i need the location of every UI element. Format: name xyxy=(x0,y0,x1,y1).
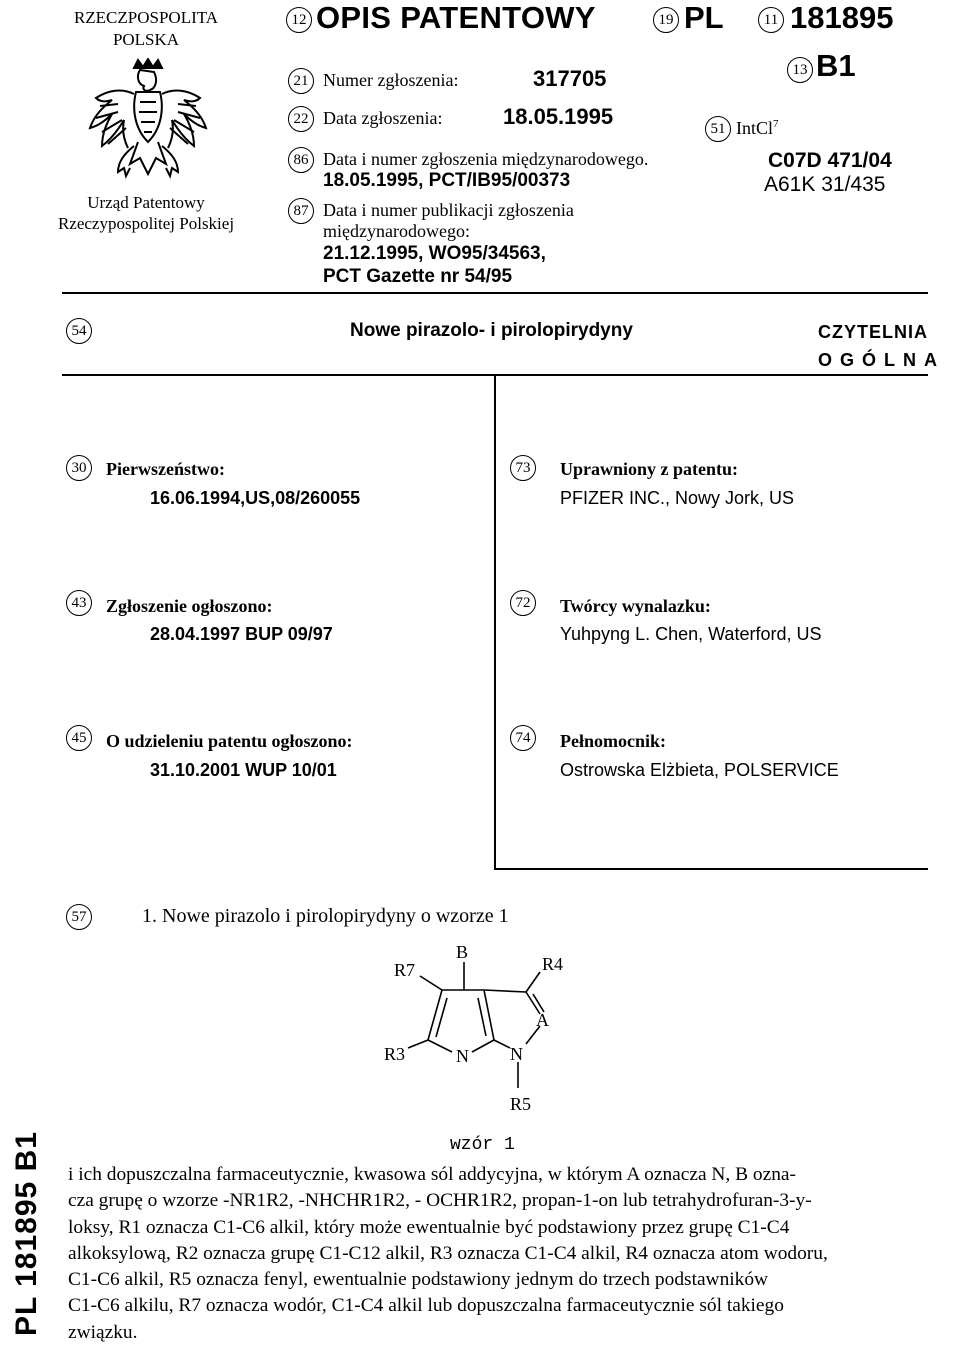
priority-value: 16.06.1994,US,08/260055 xyxy=(150,488,361,508)
grant-published-label: O udzieleniu patentu ogłoszono: xyxy=(106,731,353,751)
library-stamp-line1: CZYTELNIA xyxy=(818,322,928,342)
kind-code: B1 xyxy=(816,48,856,83)
patent-owner-label: Uprawniony z patentu: xyxy=(560,459,739,479)
side-patent-label: PL 181895 B1 xyxy=(10,1131,43,1336)
intcl-label xyxy=(736,118,779,139)
international-publication-value-2: PCT Gazette nr 54/95 xyxy=(323,266,513,287)
application-date-label: Data zgłoszenia: xyxy=(323,108,443,128)
international-application-label: Data i numer zgłoszenia międzynarodowego. xyxy=(323,149,649,169)
inid-code-73: 73 xyxy=(510,455,536,481)
inid-code-19: 19 xyxy=(653,7,679,33)
attorney-label: Pełnomocnik: xyxy=(560,731,666,751)
inid-code-51: 51 xyxy=(705,116,731,142)
inid-code-11: 11 xyxy=(758,7,784,33)
office-name-line2: Rzeczypospolitej Polskiej xyxy=(57,214,235,233)
atom-b: B xyxy=(456,942,469,962)
international-application-value: 18.05.1995, PCT/IB95/00373 xyxy=(323,170,571,191)
atom-n-pyrazole: N xyxy=(510,1044,523,1064)
claim-description: i ich dopuszczalna farmaceutycznie, kwasowa sól addycyjna, w którym A oznacza N, B ozna- cza grupę o wzorze -NR1R2, -NHCHR1R2, - OCHR1R2, propan-1-on lub tetrahydrofuran-3-y- loksy, R1 oznacza C1-C6 alkil, który może ewentualnie być podstawiony przez grupę C1-C4 alkoksylową, R2 oznacza grupę C1-C12 alkil, R3 oznacza C1-C4 alkil, R4 oznacza atom wodoru, C1-C6 alkil, R5 oznacza fenyl, ewentualnie podstawiony jednym do trzech podstawników C1-C6 alkilu, R7 oznacza wodór, C1-C4 alkil lub dopuszczalna farmaceutycznie sól takiego związku. xyxy=(68,1164,828,1343)
inventors-label: Twórcy wynalazku: xyxy=(560,596,711,616)
intcl-label-text: IntCl xyxy=(736,118,774,138)
divider-top xyxy=(62,292,928,294)
atom-r3: R3 xyxy=(384,1044,406,1064)
polish-eagle-emblem-icon xyxy=(78,58,218,194)
application-published-label: Zgłoszenie ogłoszono: xyxy=(106,596,273,616)
inid-code-45: 45 xyxy=(66,725,92,751)
atom-r4: R4 xyxy=(542,954,564,974)
application-number-label: Numer zgłoszenia: xyxy=(323,70,459,90)
atom-r7: R7 xyxy=(394,960,416,980)
intcl-version: 7 xyxy=(773,118,779,130)
inid-code-21: 21 xyxy=(288,68,314,94)
inid-code-30: 30 xyxy=(66,455,92,481)
patent-number: 181895 xyxy=(790,0,894,35)
country-name-line2: POLSKA xyxy=(112,30,180,49)
international-publication-label-1: Data i numer publikacji zgłoszenia xyxy=(323,200,574,220)
invention-title: Nowe pirazolo- i pirolopirydyny xyxy=(350,320,633,341)
attorney-value: Ostrowska Elżbieta, POLSERVICE xyxy=(560,760,839,780)
inid-code-13: 13 xyxy=(787,57,813,83)
atom-a: A xyxy=(536,1010,549,1030)
ipc-class-2: A61K 31/435 xyxy=(764,173,886,196)
divider-bottom xyxy=(494,868,928,870)
inid-code-43: 43 xyxy=(66,590,92,616)
application-date-value: 18.05.1995 xyxy=(503,104,614,129)
claim-intro: 1. Nowe pirazolo i pirolopirydyny o wzorze 1 xyxy=(142,905,509,927)
document-type-title: OPIS PATENTOWY xyxy=(316,0,596,35)
formula-caption: wzór 1 xyxy=(450,1135,515,1155)
grant-published-value: 31.10.2001 WUP 10/01 xyxy=(150,760,337,780)
inid-code-87: 87 xyxy=(288,198,314,224)
atom-r5: R5 xyxy=(510,1094,532,1114)
application-number-value: 317705 xyxy=(533,66,607,91)
inid-code-72: 72 xyxy=(510,590,536,616)
inventors-value: Yuhpyng L. Chen, Waterford, US xyxy=(560,624,822,644)
country-code: PL xyxy=(684,0,724,35)
inid-code-22: 22 xyxy=(288,106,314,132)
patent-owner-value: PFIZER INC., Nowy Jork, US xyxy=(560,488,795,508)
inid-code-86: 86 xyxy=(288,147,314,173)
office-name-line1: Urząd Patentowy xyxy=(87,193,205,212)
column-divider xyxy=(494,376,496,868)
atom-n-ring: N xyxy=(456,1046,469,1066)
international-publication-label-2: międzynarodowego: xyxy=(323,221,470,241)
library-stamp-line2: OGÓLNA xyxy=(818,350,945,370)
inid-code-57: 57 xyxy=(66,904,92,930)
inid-code-12: 12 xyxy=(286,7,312,33)
international-publication-value-1: 21.12.1995, WO95/34563, xyxy=(323,243,546,264)
inid-code-54: 54 xyxy=(66,318,92,344)
country-name-line1: RZECZPOSPOLITA xyxy=(73,8,219,27)
priority-label: Pierwszeństwo: xyxy=(106,459,225,479)
application-published-value: 28.04.1997 BUP 09/97 xyxy=(150,624,333,644)
inid-code-74: 74 xyxy=(510,725,536,751)
ipc-class-1: C07D 471/04 xyxy=(768,149,892,172)
chemical-structure-formula-1 xyxy=(380,940,590,1120)
